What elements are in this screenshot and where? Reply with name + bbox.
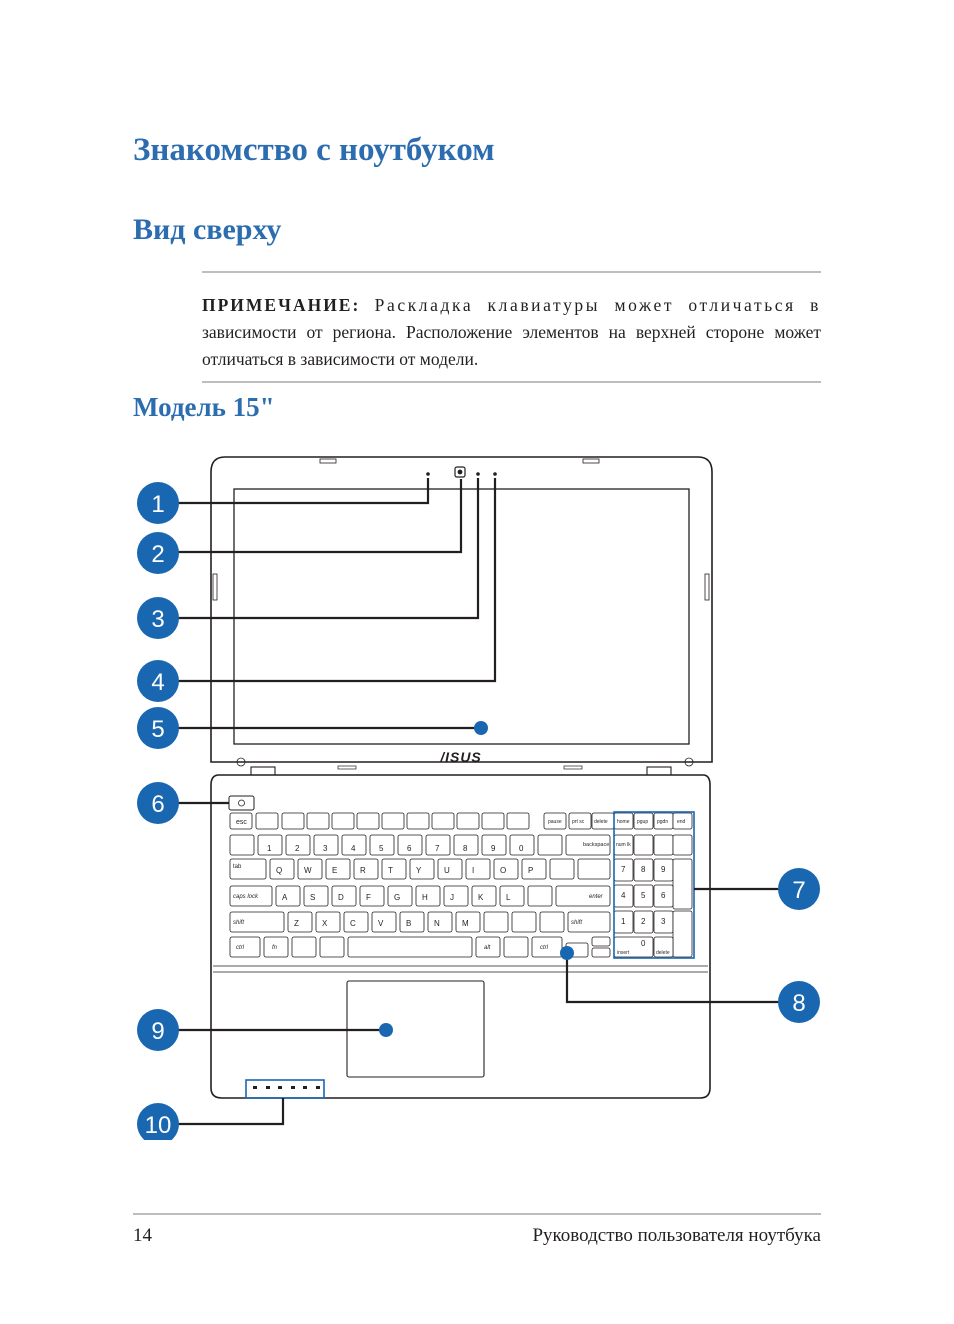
callout-6 bbox=[137, 782, 179, 824]
svg-text:Z: Z bbox=[294, 919, 299, 928]
svg-text:10: 10 bbox=[144, 1112, 172, 1139]
svg-text:4: 4 bbox=[151, 669, 165, 696]
microphone-icon-2 bbox=[493, 472, 497, 476]
svg-text:1: 1 bbox=[621, 917, 626, 926]
svg-text:2: 2 bbox=[641, 917, 646, 926]
touchpad-marker bbox=[379, 1023, 393, 1037]
svg-text:E: E bbox=[332, 866, 338, 875]
svg-text:V: V bbox=[378, 919, 384, 928]
svg-text:K: K bbox=[478, 893, 484, 902]
svg-text:X: X bbox=[322, 919, 328, 928]
note-paragraph bbox=[202, 292, 821, 373]
num-lock-indicator-icon bbox=[316, 1086, 320, 1089]
note-label: ПРИМЕЧАНИЕ: bbox=[202, 295, 361, 315]
svg-text:7: 7 bbox=[621, 865, 626, 874]
svg-text:1: 1 bbox=[267, 844, 272, 853]
note-bottom-rule bbox=[202, 381, 821, 383]
svg-text:pause: pause bbox=[548, 819, 562, 825]
callout-4 bbox=[137, 660, 179, 702]
svg-text:8: 8 bbox=[792, 990, 806, 1017]
callout-7 bbox=[778, 868, 820, 910]
microphone-icon bbox=[426, 472, 430, 476]
wireless-indicator-icon bbox=[291, 1086, 295, 1089]
svg-text:tab: tab bbox=[233, 864, 242, 870]
display-marker bbox=[474, 721, 488, 735]
svg-text:U: U bbox=[444, 866, 450, 875]
svg-text:A: A bbox=[282, 893, 288, 902]
svg-text:3: 3 bbox=[661, 917, 666, 926]
svg-text:R: R bbox=[360, 866, 366, 875]
svg-text:prt sc: prt sc bbox=[572, 819, 585, 825]
svg-text:shift: shift bbox=[571, 920, 583, 926]
caps-lock-indicator-icon bbox=[303, 1086, 307, 1089]
section-heading: Вид сверху bbox=[133, 213, 282, 246]
note-text: зависимости от региона. Расположение элементов на верхней стороне может отличаться в зависимости от модели. bbox=[202, 322, 821, 369]
svg-text:insert: insert bbox=[617, 950, 630, 956]
note-first-line: Раскладка клавиатуры может отличаться в bbox=[374, 295, 821, 315]
svg-text:L: L bbox=[506, 893, 511, 902]
svg-text:O: O bbox=[500, 866, 507, 875]
svg-text:delete: delete bbox=[656, 950, 670, 956]
svg-text:7: 7 bbox=[435, 844, 440, 853]
svg-text:S: S bbox=[310, 893, 316, 902]
svg-text:shift: shift bbox=[233, 920, 245, 926]
callout-5 bbox=[137, 707, 179, 749]
svg-text:Y: Y bbox=[416, 866, 422, 875]
svg-text:3: 3 bbox=[323, 844, 328, 853]
svg-text:1: 1 bbox=[151, 491, 165, 518]
svg-text:6: 6 bbox=[661, 891, 666, 900]
svg-text:6: 6 bbox=[151, 791, 165, 818]
camera-indicator-icon bbox=[476, 472, 480, 476]
svg-text:caps lock: caps lock bbox=[233, 894, 259, 900]
svg-text:N: N bbox=[434, 919, 440, 928]
asus-logo: /ISUS bbox=[440, 749, 482, 765]
callout-10 bbox=[137, 1103, 179, 1140]
page-number: 14 bbox=[133, 1225, 152, 1246]
svg-text:5: 5 bbox=[641, 891, 646, 900]
svg-text:8: 8 bbox=[641, 865, 646, 874]
svg-text:J: J bbox=[450, 893, 454, 902]
svg-text:backspace: backspace bbox=[583, 842, 610, 848]
svg-text:Q: Q bbox=[276, 866, 283, 875]
callout-1 bbox=[137, 482, 179, 524]
svg-text:I: I bbox=[472, 866, 475, 875]
callout-3 bbox=[137, 597, 179, 639]
svg-text:B: B bbox=[406, 919, 412, 928]
note-top-rule bbox=[202, 271, 821, 273]
svg-text:num lk: num lk bbox=[616, 842, 631, 848]
svg-text:home: home bbox=[617, 819, 630, 825]
callout-9 bbox=[137, 1009, 179, 1051]
model-heading: Модель 15" bbox=[133, 392, 275, 422]
svg-text:C: C bbox=[350, 919, 356, 928]
svg-text:alt: alt bbox=[484, 945, 491, 951]
svg-text:enter: enter bbox=[589, 894, 603, 900]
power-button bbox=[229, 796, 254, 810]
svg-text:fn: fn bbox=[272, 945, 278, 951]
svg-text:9: 9 bbox=[151, 1018, 165, 1045]
power-indicator-icon bbox=[253, 1086, 257, 1089]
svg-text:ctrl: ctrl bbox=[236, 945, 244, 951]
svg-text:pgup: pgup bbox=[637, 819, 649, 825]
svg-text:9: 9 bbox=[491, 844, 496, 853]
svg-text:P: P bbox=[528, 866, 534, 875]
svg-text:8: 8 bbox=[463, 844, 468, 853]
svg-text:F: F bbox=[366, 893, 371, 902]
page-heading: Знакомство с ноутбуком bbox=[133, 132, 495, 168]
svg-text:G: G bbox=[394, 893, 401, 902]
svg-text:W: W bbox=[304, 866, 312, 875]
svg-text:2: 2 bbox=[151, 541, 165, 568]
svg-text:pgdn: pgdn bbox=[657, 819, 669, 825]
svg-text:6: 6 bbox=[407, 844, 412, 853]
callout-2 bbox=[137, 532, 179, 574]
svg-text:D: D bbox=[338, 893, 344, 902]
svg-text:4: 4 bbox=[621, 891, 626, 900]
svg-text:esc: esc bbox=[236, 819, 247, 826]
svg-text:5: 5 bbox=[379, 844, 384, 853]
svg-text:9: 9 bbox=[661, 865, 666, 874]
svg-text:0: 0 bbox=[641, 939, 646, 948]
svg-text:4: 4 bbox=[351, 844, 356, 853]
svg-text:delete: delete bbox=[594, 819, 608, 825]
laptop-top-view-diagram bbox=[0, 440, 954, 1140]
svg-text:end: end bbox=[677, 819, 686, 825]
keys-marker bbox=[560, 946, 574, 960]
svg-text:ctrl: ctrl bbox=[540, 945, 548, 951]
svg-text:3: 3 bbox=[151, 606, 165, 633]
svg-text:7: 7 bbox=[792, 877, 806, 904]
hdd-indicator-icon bbox=[278, 1086, 282, 1089]
svg-text:M: M bbox=[462, 919, 469, 928]
svg-text:T: T bbox=[388, 866, 393, 875]
svg-text:0: 0 bbox=[519, 844, 524, 853]
svg-text:2: 2 bbox=[295, 844, 300, 853]
charge-indicator-icon bbox=[266, 1086, 270, 1089]
footer-rule bbox=[133, 1213, 821, 1215]
callout-8 bbox=[778, 981, 820, 1023]
footer-title: Руководство пользователя ноутбука bbox=[532, 1225, 821, 1246]
svg-text:5: 5 bbox=[151, 716, 165, 743]
svg-text:H: H bbox=[422, 893, 428, 902]
